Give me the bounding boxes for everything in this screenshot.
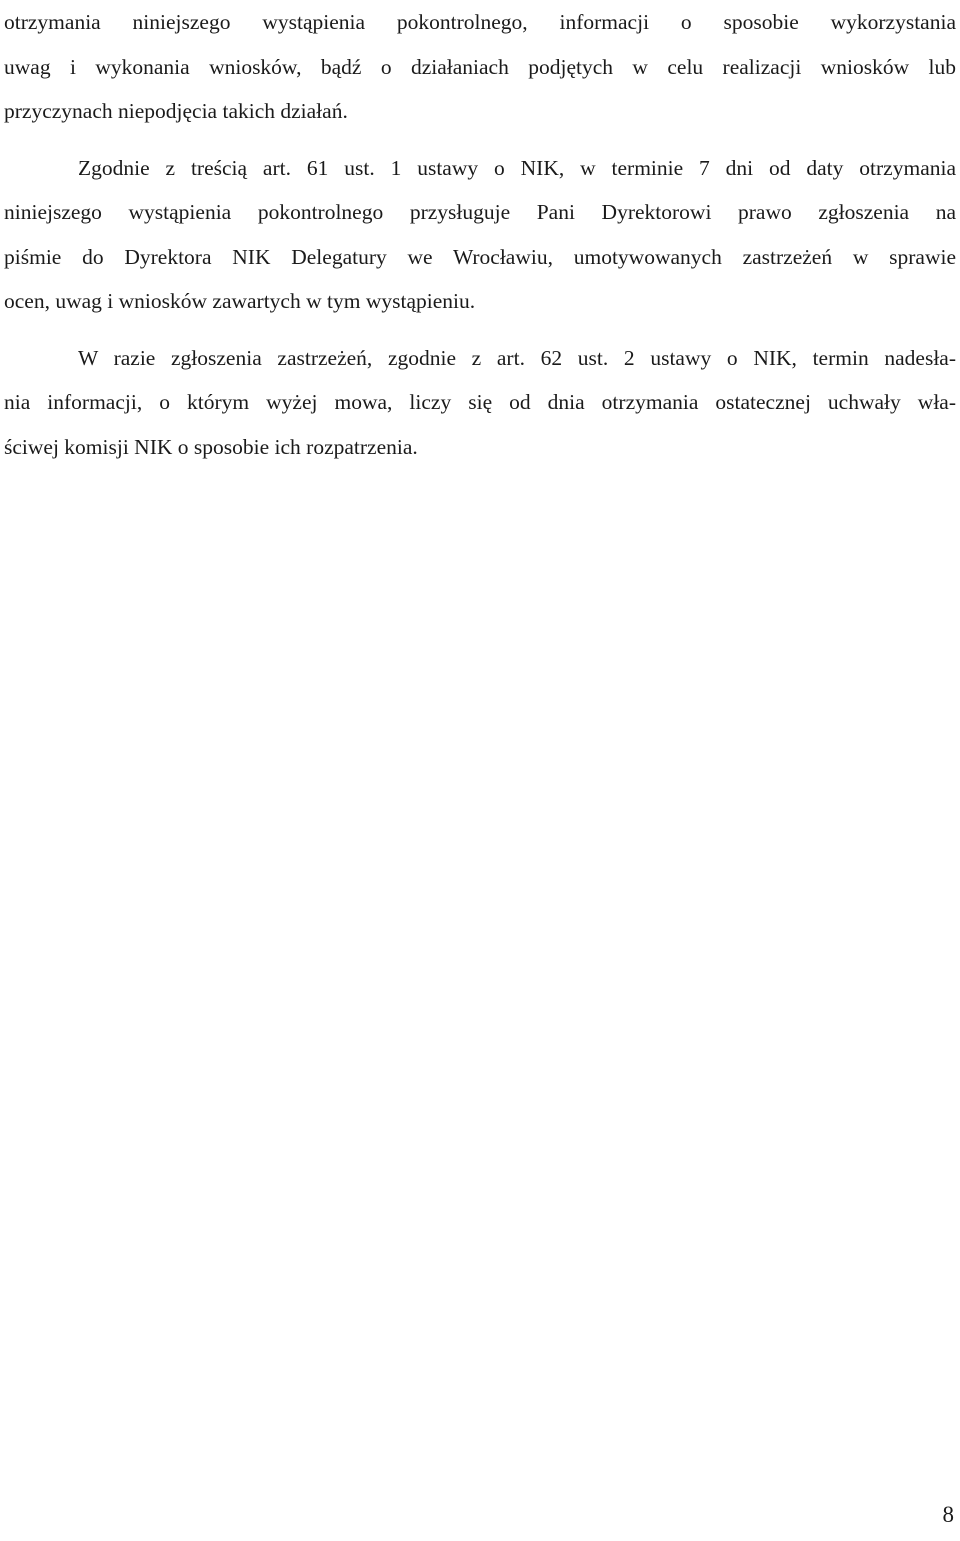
paragraph-line: nia informacji, o którym wyżej mowa, liczy się od dnia otrzymania ostatecznej uchwały wła- <box>4 390 956 414</box>
paragraph-line: piśmie do Dyrektora NIK Delegatury we Wrocławiu, umotywowanych zastrzeżeń w sprawie <box>4 244 956 269</box>
document-body <box>4 0 956 469</box>
paragraph-gap <box>4 324 956 336</box>
page-number: 8 <box>942 1502 954 1527</box>
paragraph-line: uwag i wykonania wniosków, bądź o działaniach podjętych w celu realizacji wniosków lub <box>4 54 956 79</box>
paragraph-line: przyczynach niepodjęcia takich działań. <box>4 99 348 123</box>
paragraph-3 <box>4 336 956 470</box>
paragraph-gap <box>4 134 956 146</box>
paragraph-line: ściwej komisji NIK o sposobie ich rozpatrzenia. <box>4 434 418 459</box>
paragraph-2 <box>4 146 956 324</box>
paragraph-line: Zgodnie z treścią art. 61 ust. 1 ustawy o NIK, w terminie 7 dni od daty otrzymania <box>78 155 956 180</box>
paragraph-line: W razie zgłoszenia zastrzeżeń, zgodnie z art. 62 ust. 2 ustawy o NIK, termin nadesła- <box>78 345 956 370</box>
paragraph-line: niniejszego wystąpienia pokontrolnego przysługuje Pani Dyrektorowi prawo zgłoszenia na <box>4 200 956 224</box>
paragraph-line: ocen, uwag i wniosków zawartych w tym wystąpieniu. <box>4 289 476 313</box>
paragraph-line: otrzymania niniejszego wystąpienia pokontrolnego, informacji o sposobie wykorzystania <box>4 10 956 34</box>
paragraph-1 <box>4 0 956 134</box>
